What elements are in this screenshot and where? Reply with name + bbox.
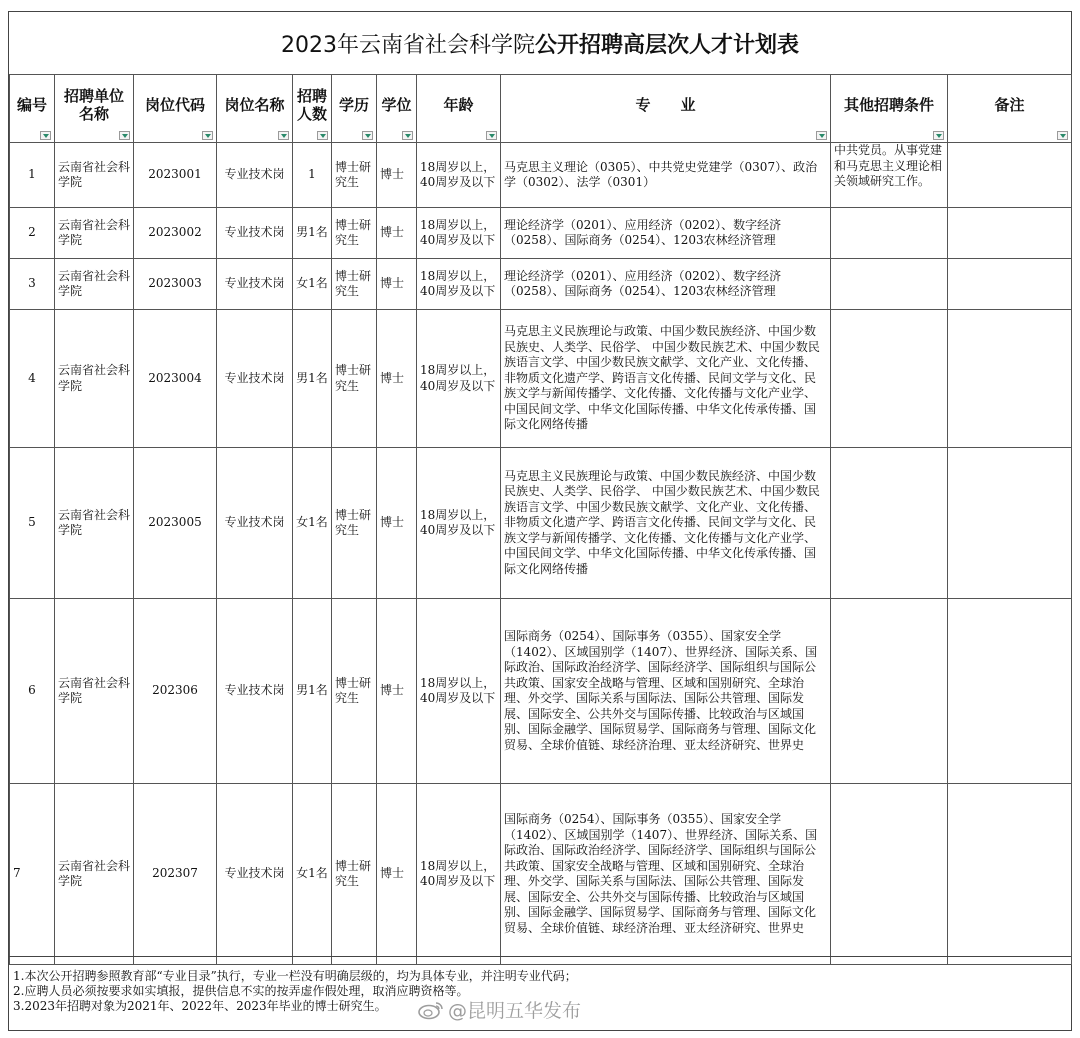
- cell-code[interactable]: 2023004: [134, 310, 217, 448]
- header-note: 备注: [948, 75, 1072, 143]
- cell-age[interactable]: 18周岁以上，40周岁及以下: [417, 310, 501, 448]
- cell-post[interactable]: 专业技术岗: [217, 143, 293, 208]
- cell-age[interactable]: 18周岁以上，40周岁及以下: [417, 208, 501, 259]
- cell-edu[interactable]: 博士研究生: [332, 599, 377, 784]
- cell-unit[interactable]: 云南省社会科学院: [55, 599, 134, 784]
- cell-post[interactable]: 专业技术岗: [217, 784, 293, 965]
- cell-no[interactable]: 5: [10, 448, 55, 599]
- cell-code[interactable]: 2023002: [134, 208, 217, 259]
- cell-code[interactable]: 2023003: [134, 259, 217, 310]
- weibo-logo-icon: [418, 1000, 444, 1020]
- header-degree: 学位: [377, 75, 417, 143]
- header-major: 专 业: [501, 75, 831, 143]
- header-count: 招聘人数: [293, 75, 332, 143]
- filter-dropdown-icon[interactable]: [486, 131, 497, 140]
- cell-other[interactable]: [831, 784, 948, 965]
- cell-count[interactable]: 男1名: [293, 310, 332, 448]
- cell-other[interactable]: [831, 259, 948, 310]
- table-row: [10, 259, 1072, 310]
- filter-dropdown-icon[interactable]: [362, 131, 373, 140]
- cell-count[interactable]: 女1名: [293, 784, 332, 965]
- cell-no[interactable]: 7: [10, 784, 55, 965]
- filter-dropdown-icon[interactable]: [402, 131, 413, 140]
- table-row: [10, 143, 1072, 208]
- cell-degree[interactable]: 博士: [377, 208, 417, 259]
- filter-dropdown-icon[interactable]: [40, 131, 51, 140]
- cell-unit[interactable]: 云南省社会科学院: [55, 310, 134, 448]
- header-row: [10, 75, 1072, 143]
- table-row: [10, 784, 1072, 965]
- cell-count[interactable]: 男1名: [293, 599, 332, 784]
- header-post: 岗位名称: [217, 75, 293, 143]
- cell-major[interactable]: 马克思主义民族理论与政策、中国少数民族经济、中国少数民族史、人类学、民俗学、 中国少数民族艺术、中国少数民族语言文学、中国少数民族文献学、文化产业、文化传播、非物质文化遗产学、跨语言文化传播、民间文学与文化、民族文学与新闻传播学、文化传播、文化传播与文化产业学、中国民间文学、中华文化国际传播、中华文化传承传播、国际文化网络传播: [501, 310, 831, 448]
- cell-no[interactable]: 2: [10, 208, 55, 259]
- cell-post[interactable]: 专业技术岗: [217, 448, 293, 599]
- header-code: 岗位代码: [134, 75, 217, 143]
- cell-code[interactable]: 2023001: [134, 143, 217, 208]
- table-row: [10, 208, 1072, 259]
- cell-major[interactable]: 理论经济学（0201）、应用经济（0202）、数字经济（0258）、国际商务（0254）、1203农林经济管理: [501, 259, 831, 310]
- cell-post[interactable]: 专业技术岗: [217, 208, 293, 259]
- table-row: [10, 310, 1072, 448]
- cell-other[interactable]: [831, 599, 948, 784]
- cell-note[interactable]: [948, 448, 1072, 599]
- cell-note[interactable]: [948, 208, 1072, 259]
- cell-unit[interactable]: 云南省社会科学院: [55, 259, 134, 310]
- cell-age[interactable]: 18周岁以上，40周岁及以下: [417, 599, 501, 784]
- cell-unit[interactable]: 云南省社会科学院: [55, 208, 134, 259]
- filter-dropdown-icon[interactable]: [278, 131, 289, 140]
- cell-age[interactable]: 18周岁以上，40周岁及以下: [417, 143, 501, 208]
- weibo-watermark: [418, 996, 581, 1023]
- cell-major[interactable]: 马克思主义理论（0305）、中共党史党建学（0307）、政治学（0302）、法学（0301）: [501, 143, 831, 208]
- cell-count[interactable]: 女1名: [293, 448, 332, 599]
- cell-major[interactable]: 国际商务（0254）、国际事务（0355）、国家安全学（1402）、区域国别学（1407）、世界经济、国际关系、国际政治、国际政治经济学、国际经济学、国际组织与国际公共政策、国家安全战略与管理、区域和国别研究、全球治理、外交学、国际关系与国际法、国际公共管理、国际发展、国际安全、公共外交与国际传播、比较政治与区域国别、国际金融学、国际贸易学、国际商务与管理、国际文化贸易、全球价值链、球经济治理、亚太经济研究、世界史: [501, 784, 831, 965]
- cell-edu[interactable]: 博士研究生: [332, 784, 377, 965]
- filter-dropdown-icon[interactable]: [1057, 131, 1068, 140]
- cell-count[interactable]: 男1名: [293, 208, 332, 259]
- cell-no[interactable]: 3: [10, 259, 55, 310]
- cell-code[interactable]: 2023005: [134, 448, 217, 599]
- title-prefix: 2023年云南省社会科学院: [280, 32, 535, 58]
- cell-edu[interactable]: 博士研究生: [332, 259, 377, 310]
- cell-degree[interactable]: 博士: [377, 310, 417, 448]
- cell-edu[interactable]: 博士研究生: [332, 208, 377, 259]
- cell-no[interactable]: 6: [10, 599, 55, 784]
- header-age: 年龄: [417, 75, 501, 143]
- page-title: [9, 12, 1071, 75]
- cell-major[interactable]: 国际商务（0254）、国际事务（0355）、国家安全学（1402）、区域国别学（1407）、世界经济、国际关系、国际政治、国际政治经济学、国际经济学、国际组织与国际公共政策、国家安全战略与管理、区域和国别研究、全球治理、外交学、国际关系与国际法、国际公共管理、国际发展、国际安全、公共外交与国际传播、比较政治与区域国别、国际金融学、国际贸易学、国际商务与管理、国际文化贸易、全球价值链、球经济治理、亚太经济研究、世界史: [501, 599, 831, 784]
- cell-other[interactable]: [831, 448, 948, 599]
- spreadsheet-sheet: [8, 11, 1072, 1031]
- table-row: [10, 599, 1072, 784]
- header-edu: 学历: [332, 75, 377, 143]
- title-main: 公开招聘高层次人才计划表: [534, 32, 799, 58]
- filter-dropdown-icon[interactable]: [317, 131, 328, 140]
- cell-degree[interactable]: 博士: [377, 599, 417, 784]
- cell-count[interactable]: 1: [293, 143, 332, 208]
- cell-unit[interactable]: 云南省社会科学院: [55, 448, 134, 599]
- recruitment-table: [9, 74, 1072, 965]
- cell-edu[interactable]: 博士研究生: [332, 143, 377, 208]
- cell-unit[interactable]: 云南省社会科学院: [55, 143, 134, 208]
- cell-count[interactable]: 女1名: [293, 259, 332, 310]
- cell-age[interactable]: 18周岁以上，40周岁及以下: [417, 259, 501, 310]
- filter-dropdown-icon[interactable]: [202, 131, 213, 140]
- cell-age[interactable]: 18周岁以上，40周岁及以下: [417, 448, 501, 599]
- cell-note[interactable]: [948, 143, 1072, 208]
- cell-post[interactable]: 专业技术岗: [217, 259, 293, 310]
- cell-unit[interactable]: 云南省社会科学院: [55, 784, 134, 965]
- footnote-1: 1.本次公开招聘参照教育部“专业目录”执行，专业一栏没有明确层级的，均为具体专业，并注明专业代码；: [13, 969, 577, 983]
- cell-age[interactable]: 18周岁以上，40周岁及以下: [417, 784, 501, 965]
- cell-edu[interactable]: 博士研究生: [332, 310, 377, 448]
- footnote-3: 3.2023年招聘对象为2021年、2022年、2023年毕业的博士研究生。: [13, 999, 387, 1013]
- cell-other[interactable]: [831, 208, 948, 259]
- cell-note[interactable]: [948, 784, 1072, 965]
- cell-note[interactable]: [948, 310, 1072, 448]
- filter-dropdown-icon[interactable]: [933, 131, 944, 140]
- header-unit: 招聘单位名称: [55, 75, 134, 143]
- cell-degree[interactable]: 博士: [377, 143, 417, 208]
- cell-other[interactable]: 中共党员。从事党建和马克思主义理论相关领域研究工作。: [831, 143, 948, 208]
- table-row: [10, 448, 1072, 599]
- cell-code[interactable]: 202306: [134, 599, 217, 784]
- cell-degree[interactable]: 博士: [377, 448, 417, 599]
- cell-edu[interactable]: 博士研究生: [332, 448, 377, 599]
- cell-note[interactable]: [948, 259, 1072, 310]
- cell-note[interactable]: [948, 599, 1072, 784]
- cell-post[interactable]: 专业技术岗: [217, 599, 293, 784]
- cell-post[interactable]: 专业技术岗: [217, 310, 293, 448]
- watermark-text: @昆明五华发布: [448, 1000, 582, 1022]
- footnote-2: 2.应聘人员必须按要求如实填报，提供信息不实的按弄虚作假处理，取消应聘资格等。: [13, 984, 469, 998]
- cell-no[interactable]: 4: [10, 310, 55, 448]
- cell-degree[interactable]: 博士: [377, 259, 417, 310]
- header-other: 其他招聘条件: [831, 75, 948, 143]
- header-no: 编号: [10, 75, 55, 143]
- filter-dropdown-icon[interactable]: [816, 131, 827, 140]
- cell-major[interactable]: 马克思主义民族理论与政策、中国少数民族经济、中国少数民族史、人类学、民俗学、 中国少数民族艺术、中国少数民族语言文学、中国少数民族文献学、文化产业、文化传播、非物质文化遗产学、跨语言文化传播、民间文学与文化、民族文学与新闻传播学、文化传播、文化传播与文化产业学、中国民间文学、中华文化国际传播、中华文化传承传播、国际文化网络传播: [501, 448, 831, 599]
- cell-major[interactable]: 理论经济学（0201）、应用经济（0202）、数字经济（0258）、国际商务（0254）、1203农林经济管理: [501, 208, 831, 259]
- cell-code[interactable]: 202307: [134, 784, 217, 965]
- cell-other[interactable]: [831, 310, 948, 448]
- cell-degree[interactable]: 博士: [377, 784, 417, 965]
- cell-no[interactable]: 1: [10, 143, 55, 208]
- filter-dropdown-icon[interactable]: [119, 131, 130, 140]
